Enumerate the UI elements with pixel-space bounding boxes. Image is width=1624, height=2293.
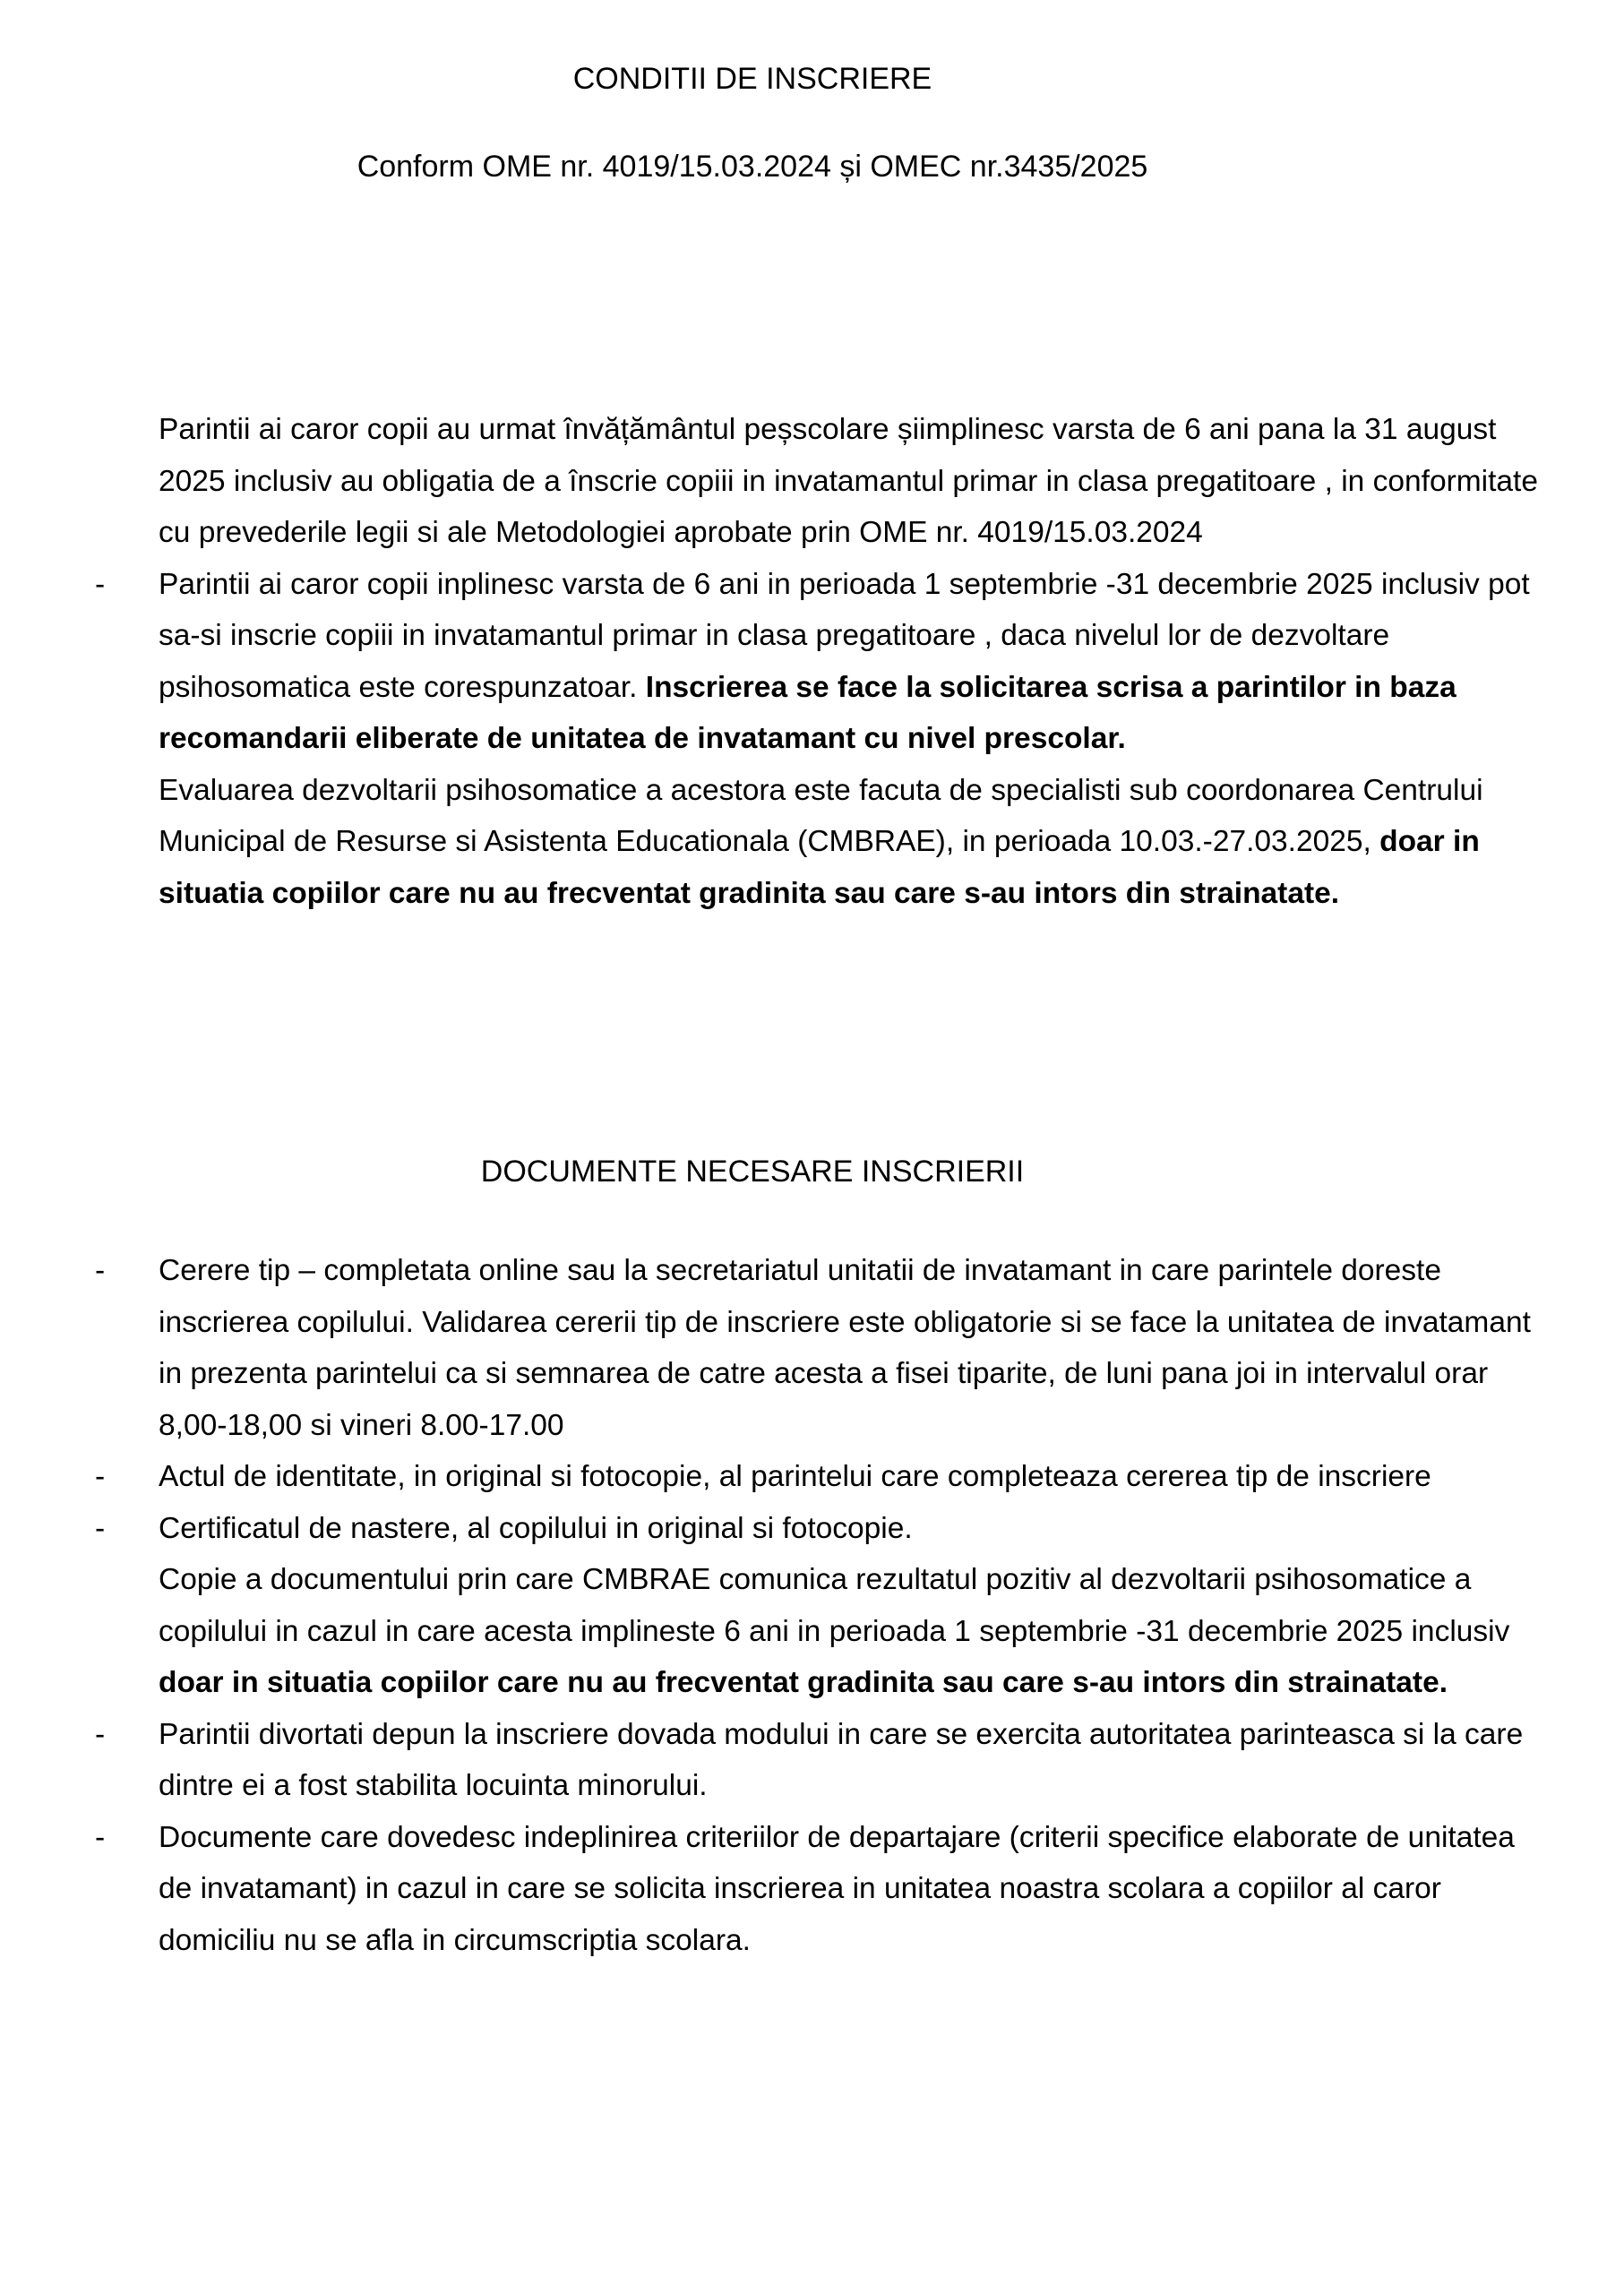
documents-title: DOCUMENTE NECESARE INSCRIERII xyxy=(480,1155,1025,1189)
document-list-item xyxy=(95,1451,1538,1503)
document-list-item xyxy=(95,1503,1538,1555)
condition-paragraph-3 xyxy=(159,765,1538,920)
document-item-text: Parintii divortati depun la inscriere dovada modului in care se exercita autoritatea parinteasca si la care dintre ei a fost stabilita locuinta minorului. xyxy=(159,1717,1524,1802)
document-item-text: Cerere tip – completata online sau la secretariatul unitatii de invatamant in care parintele doreste inscrierea copilului. Validarea cererii tip de inscriere este obligatorie si se face la unitatea de invatamant in prezenta parintelui ca si semnarea de catre acesta a fisei tiparite, de luni pana joi in intervalul orar 8,00-18,00 si vineri 8.00-17.00 xyxy=(159,1254,1531,1442)
list-dash: - xyxy=(95,1254,106,1287)
evaluation-bold-text: doar in situatia copiilor care nu au frecventat gradinita sau care s-au intors din strainatate. xyxy=(159,825,1480,910)
document-list-item xyxy=(95,1709,1538,1812)
cmbrae-text: Copie a documentului prin care CMBRAE comunica rezultatul pozitiv al dezvoltarii psihosomatice a copilului in cazul in care acesta implineste 6 ani in perioada 1 septembrie -31 decembrie 2025 inclusiv xyxy=(159,1563,1510,1648)
document-item-text: Certificatul de nastere, al copilului in original si fotocopie. xyxy=(159,1511,913,1545)
condition-paragraph-2 xyxy=(159,559,1538,765)
list-dash: - xyxy=(95,1717,106,1751)
conditions-section xyxy=(95,404,1538,919)
documents-section xyxy=(95,1245,1538,1966)
document-item-text: Documente care dovedesc indeplinirea criteriilor de departajare (criterii specifice elaborate de unitatea de invatamant) in cazul in care se solicita inscrierea in unitatea noastra scolara a copiilor al caror domiciliu nu se afla in circumscriptia scolara. xyxy=(159,1820,1515,1957)
condition-bold-text: Inscrierea se face la solicitarea scrisa a parintilor in baza recomandarii eliberate de unitatea de invatamant cu nivel prescolar. xyxy=(159,670,1456,755)
document-list-item xyxy=(95,1812,1538,1967)
condition-text: Parintii ai caror copii inplinesc varsta de 6 ani in perioada 1 septembrie -31 decembrie 2025 inclusiv pot sa-si inscrie copiii in invatamantul primar in clasa pregatitoare , daca nivelul lor de dezvoltare psihosomatica este corespunzatoar. xyxy=(159,567,1530,704)
document-subtitle: Conform OME nr. 4019/15.03.2024 și OMEC nr.3435/2025 xyxy=(357,150,1148,184)
document-item-continuation xyxy=(159,1554,1538,1709)
list-dash: - xyxy=(95,567,106,601)
list-dash: - xyxy=(95,1511,106,1545)
document-list-item xyxy=(95,1245,1538,1451)
list-dash: - xyxy=(95,1820,106,1854)
document-title: CONDITII DE INSCRIERE xyxy=(572,62,932,96)
list-dash: - xyxy=(95,1460,106,1493)
document-item-text: Actul de identitate, in original si fotocopie, al parintelui care completeaza cererea tip de inscriere xyxy=(159,1460,1431,1493)
condition-list-item xyxy=(95,559,1538,765)
cmbrae-bold-text: doar in situatia copiilor care nu au frecventat gradinita sau care s-au intors din strainatate. xyxy=(159,1666,1448,1699)
condition-paragraph-1: Parintii ai caror copii au urmat învățământul peșscolare șiimplinesc varsta de 6 ani pana la 31 august 2025 inclusiv au obligatia de a înscrie copiii in invatamantul primar in clasa pregatitoare , in conformitate cu prevederile legii si ale Metodologiei aprobate prin OME nr. 4019/15.03.2024 xyxy=(159,413,1538,549)
evaluation-text: Evaluarea dezvoltarii psihosomatice a acestora este facuta de specialisti sub coordonarea Centrului Municipal de Resurse si Asistenta Educationala (CMBRAE), in perioada 10.03.-27.03.2025, xyxy=(159,773,1483,858)
